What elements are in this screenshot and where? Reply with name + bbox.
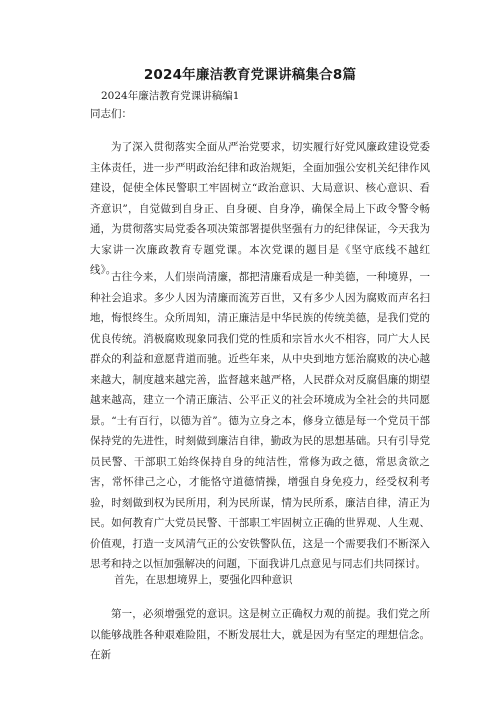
document-subtitle: 2024年廉洁教育党课讲稿编1 <box>101 90 240 102</box>
salutation: 同志们： <box>90 108 132 120</box>
paragraph-body: 古往今来，人们崇尚清廉，都把清廉看成是一种美德，一种境界，一种社会追求。多少人因为清廉而流芳百世，又有多少人因为腐败而声名扫地，悔恨终生。众所周知，清正廉洁是中华民族的传统美德，是我们党的优良传统。消极腐败现象同我们党的性质和宗旨水火不相容，同广大人民群众的利益和意愿背道而驰。近些年来，从中央到地方惩治腐败的决心越来越大，制度越来越完善，监督越来越严格，人民群众对反腐倡廉的期望越来越高，建立一个清正廉洁、公平正义的社会环境成为全社会的共同愿景。“士有百行，以德为首”。德为立身之本，修身立德是每一个党员干部保持党的先进性，时刻做到廉洁自律，勤政为民的思想基础。只有引导党员民警、干部职工始终保持自身的纯洁性，常修为政之德，常思贪欲之害，常怀律己之心，才能恪守道德情操，增强自身免疫力，经受权利考验，时刻做到权为民所用，利为民所谋，情为民所系，廉洁自律，清正为民。如何教育广大党员民警、干部职工牢固树立正确的世界观、人生观、价值观，打造一支风清气正的公安铁警队伍，这是一个需要我们不断深入思考和持之以恒加强解决的问题，下面我讲几点意见与同志们共同探讨。 <box>90 271 430 570</box>
document-title: 2024年廉洁教育党课讲稿集合8篇 <box>143 67 357 83</box>
paragraph-intro: 为了深入贯彻落实全面从严治党要求，切实履行好党风廉政建设党委主体责任，进一步严明政治纪律和政治规矩，全面加强公安机关纪律作风建设，促使全体民警职工牢固树立“政治意识、大局意识、核心意识、看齐意识”，自觉做到自身正、自身硬、自身净，确保全局上下政令警令畅通，为贯彻落实局党委各项决策部署提供坚强有力的纪律保证，今天我为大家讲一次廉政教育专题党课。本次党课的题目是《坚守底线不越红线》。 <box>90 141 430 276</box>
paragraph-point-one: 第一，必须增强党的意识。这是树立正确权力观的前提。我们党之所以能够战胜各种艰难险阻，不断发展壮大，就是因为有坚定的理想信念。在新 <box>90 608 430 661</box>
section-heading: 首先，在思想境界上，要强化四种意识 <box>114 574 293 586</box>
